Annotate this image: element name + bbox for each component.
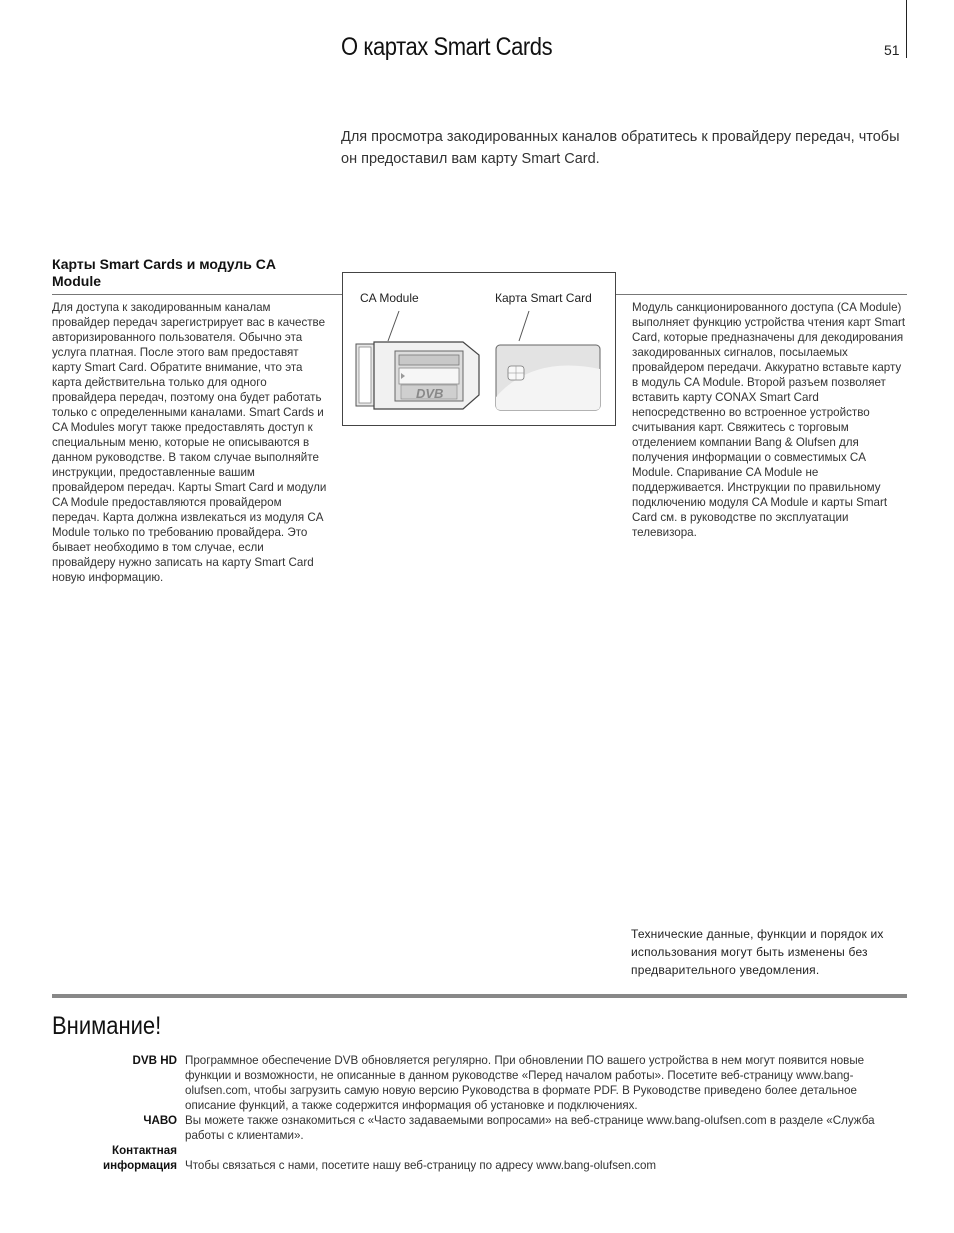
page-title: О картах Smart Cards bbox=[341, 33, 553, 61]
intro-paragraph: Для просмотра закодированных каналов обратитесь к провайдеру передач, чтобы он предоставил вам карту Smart Card. bbox=[341, 129, 900, 167]
section-left-text: Для доступа к закодированным каналам провайдер передач зарегистрирует вас в качестве авторизированного пользователя. Обычно эта услуга платная. После этого вам предоставят карту Smart Card. Обратите внимание, что эта карта действительна только для одного провайдера передач, поэтому она будет работать только с определенными каналами. Smart Cards и CA Modules могут также предоставлять доступ к специальным меню, которые не описываются в данном руководстве. В таком случае выполняйте инструкции, предоставленные вашим провайдером передач. Карты Smart Card и модули CA Module предоставляются провайдером передач. Карта должна извлекаться из модуля CA Module только по требованию провайдера. Это бывает необходимо в том случае, если провайдеру нужно записать на карту Smart Card новую информацию. bbox=[52, 301, 327, 584]
label-smart-card: Карта Smart Card bbox=[495, 291, 592, 305]
attention-row-dvb bbox=[52, 1053, 907, 1113]
section-rule-right bbox=[616, 294, 907, 295]
divider-bar bbox=[52, 994, 907, 998]
notice-text: Технические данные, функции и порядок их использования могут быть изменены без предварительного уведомления. bbox=[631, 927, 884, 977]
section-heading: Карты Smart Cards и модуль CA Module bbox=[52, 256, 276, 289]
ca-module-illustration bbox=[343, 273, 615, 425]
dvb-logo: DVB bbox=[416, 386, 444, 401]
attention-row-faq bbox=[52, 1113, 907, 1143]
attention-title: Внимание! bbox=[52, 1012, 162, 1040]
section-right-text: Модуль санкционированного доступа (CA Module) выполняет функцию устройства чтения карт Smart Card, которые предназначены для декодирования закодированных сигналов, посылаемых провайдером передачи. Аккуратно вставьте карту в модуль CA Module. Второй разъем позволяет вставить карту CONAX Smart Card непосредственно во встроенное устройство считывания карт. Свяжитесь с торговым отделением компании Bang & Olufsen для получения информации о совместимых CA Module. Спаривание CA Module не поддерживается. Инструкции по правильному подключению модуля CA Module и карты Smart Card см. в руководстве по эксплуатации телевизора. bbox=[632, 301, 906, 539]
label-ca-module: CA Module bbox=[360, 291, 419, 305]
page-corner-line bbox=[906, 0, 907, 58]
attention-text: Чтобы связаться с нами, посетите нашу веб-страницу по адресу www.bang-olufsen.com bbox=[185, 1159, 657, 1172]
attention-text: Вы можете также ознакомиться с «Часто задаваемыми вопросами» на веб-странице www.bang-olufsen.com в разделе «Служба работы с клиентами». bbox=[185, 1114, 875, 1142]
attention-label: ЧАВО bbox=[143, 1114, 177, 1127]
attention-label: DVB HD bbox=[132, 1054, 177, 1067]
attention-text: Программное обеспечение DVB обновляется регулярно. При обновлении ПО вашего устройства в нем могут появится новые функции и возможности, не описанные в данном руководстве «Перед началом работы». Посетите веб-страницу www.bang-olufsen.com, чтобы загрузить самую новую версию Руководства в формате PDF. В Руководстве приведено более детальное описание функций, а также содержится информация об установке и подключениях. bbox=[185, 1054, 865, 1112]
attention-row-contact bbox=[52, 1143, 907, 1173]
attention-label: Контактная информация bbox=[102, 1144, 177, 1172]
ca-module-figure bbox=[342, 272, 616, 426]
page-number: 51 bbox=[884, 42, 900, 58]
section-rule-left bbox=[52, 294, 342, 295]
